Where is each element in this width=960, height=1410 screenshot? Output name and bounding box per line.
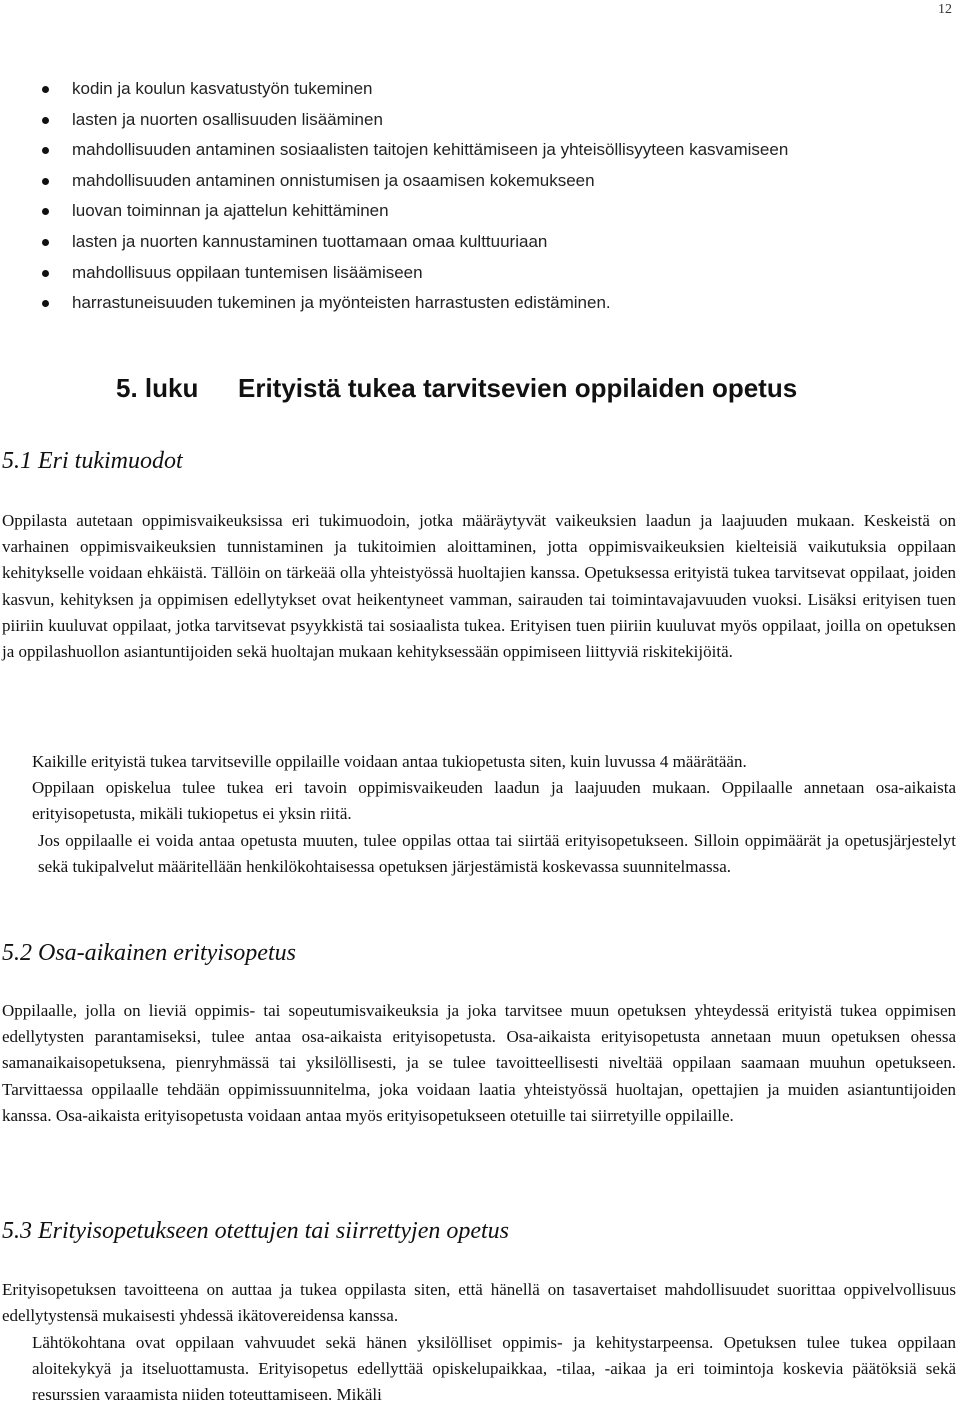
page-number: 12 bbox=[938, 2, 952, 17]
list-item: mahdollisuuden antaminen onnistumisen ja osaamisen kokemukseen bbox=[42, 166, 952, 197]
goals-bullet-list bbox=[42, 74, 952, 319]
chapter-title: Erityistä tukea tarvitsevien oppilaiden opetus bbox=[238, 373, 798, 403]
list-item: harrastuneisuuden tukeminen ja myönteisten harrastusten edistäminen. bbox=[42, 288, 952, 319]
chapter-heading bbox=[116, 373, 797, 404]
paragraph-5-2: Oppilaalle, jolla on lieviä oppimis- tai sopeutumisvaikeuksia ja joka tarvitsee muun opetuksen yhteydessä erityistä tukea oppimisen edellytysten parantamiseksi, tulee antaa osa-aikaista erityisopetusta. Osa-aikaista erityisopetusta annetaan muun opetuksen ohessa samanaikaisopetuksena, pienryhmässä tai yksilöllisesti, ja se tulee tavoitteellisesti niveltää oppilaan saamaan muuhun opetukseen. Tarvittaessa oppilaalle tehdään oppimissuunnitelma, joka voidaan laatia yhteistyössä huoltajan, opettajien ja muiden asiantuntijoiden kanssa. Osa-aikaista erityisopetusta voidaan antaa myös erityisopetukseen otetuille tai siirretyille oppilaille. bbox=[2, 1001, 956, 1125]
list-item: kodin ja koulun kasvatustyön tukeminen bbox=[42, 74, 952, 105]
list-item: lasten ja nuorten kannustaminen tuottamaan omaa kulttuuriaan bbox=[42, 227, 952, 258]
paragraph-5-1-study: Oppilaan opiskelua tulee tukea eri tavoin oppimisvaikeuden laadun ja laajuuden mukaan. Oppilaalle annetaan osa-aikaista erityisopetusta, mikäli tukiopetus ei yksin riitä. bbox=[32, 778, 956, 824]
paragraph-5-1-support: Kaikille erityistä tukea tarvitseville oppilaille voidaan antaa tukiopetusta siten, kuin luvussa 4 määrätään. bbox=[32, 752, 747, 771]
section-heading-5-2: 5.2 Osa-aikainen erityisopetus bbox=[2, 940, 296, 966]
paragraph-5-1-main: Oppilasta autetaan oppimisvaikeuksissa eri tukimuodoin, jotka määräytyvät vaikeuksien laadun ja laajuuden mukaan. Keskeistä on varhainen oppimisvaikeuksien tunnistaminen ja tukitoimien aloittaminen, jotta oppimisvaikeuksien kielteisiä vaikutuksia oppilaan kehitykselle voidaan ehkäistä. Tällöin on tärkeää olla yhteistyössä huoltajien kanssa. Opetuksessa erityistä tukea tarvitsevat oppilaat, joiden kasvun, kehityksen ja oppimisen edellytykset ovat heikentyneet vamman, sairauden tai toimintavajavuuden vuoksi. Lisäksi erityisen tuen piiriin kuuluvat oppilaat, jotka tarvitsevat psyykkistä tai sosiaalista tukea. Erityisen tuen piiriin kuuluvat myös oppilaat, joilla on opetuksen ja oppilashuollon asiantuntijoiden sekä huoltajan mukaan kehityksessään oppimiseen liittyviä riskitekijöitä. bbox=[2, 511, 956, 662]
section-heading-5-1: 5.1 Eri tukimuodot bbox=[2, 448, 183, 474]
list-item: lasten ja nuorten osallisuuden lisääminen bbox=[42, 105, 952, 136]
list-item: luovan toiminnan ja ajattelun kehittäminen bbox=[42, 196, 952, 227]
paragraph-5-3-goal: Erityisopetuksen tavoitteena on auttaa ja tukea oppilasta siten, että hänellä on tasavertaiset mahdollisuudet suorittaa oppivelvollisuus edellytystensä mukaisesti yhdessä ikätovereidensa kanssa. bbox=[2, 1280, 956, 1326]
section-heading-5-3: 5.3 Erityisopetukseen otettujen tai siirrettyjen opetus bbox=[2, 1218, 510, 1244]
paragraph-5-1-transfer: Jos oppilaalle ei voida antaa opetusta muuten, tulee oppilas ottaa tai siirtää erityisopetukseen. Silloin oppimäärät ja opetusjärjestelyt sekä tukipalvelut määritellään henkilökohtaisessa opetuksen järjestämistä koskevassa suunnitelmassa. bbox=[38, 831, 956, 877]
chapter-number: 5. luku bbox=[116, 373, 199, 403]
paragraph-5-3-basis: Lähtökohtana ovat oppilaan vahvuudet sekä hänen yksilölliset oppimis- ja kehitystarpeensa. Opetuksen tulee tukea oppilaan aloitekykyä ja itseluottamusta. Erityisopetus edellyttää opiskelupaikkaa, -tilaa, -aikaa ja eri toimintoja koskevia päätöksiä sekä resurssien varaamista niiden toteuttamiseen. Mikäli bbox=[32, 1333, 956, 1405]
list-item: mahdollisuuden antaminen sosiaalisten taitojen kehittämiseen ja yhteisöllisyyteen kasvamiseen bbox=[42, 135, 952, 166]
list-item: mahdollisuus oppilaan tuntemisen lisäämiseen bbox=[42, 258, 952, 289]
